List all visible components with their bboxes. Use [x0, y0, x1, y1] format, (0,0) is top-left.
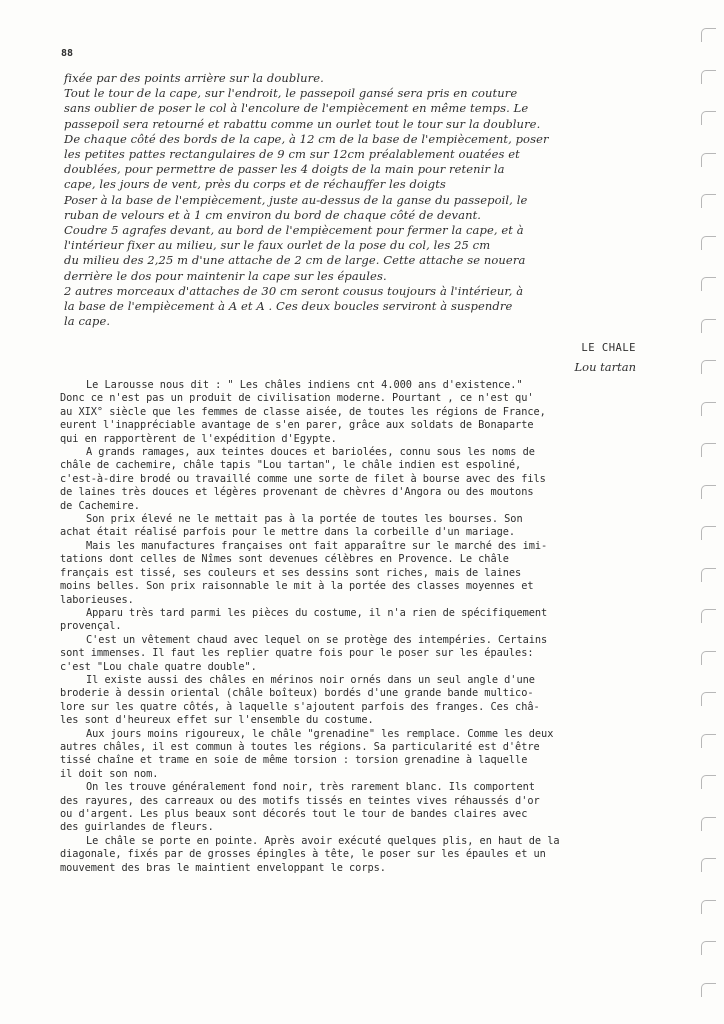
body-line: Aux jours moins rigoureux, le châle "grenadine" les remplace. Comme les deux — [86, 727, 554, 740]
typed-body-text — [60, 379, 640, 875]
handwritten-line: Poser à la base de l'empiècement, juste au-dessus de la ganse du passepoil, le — [64, 192, 528, 207]
binder-hole-icon — [701, 360, 716, 374]
handwritten-line: du milieu des 2,25 m d'une attache de 2 cm de large. Cette attache se nouera — [64, 253, 526, 268]
handwritten-line: 2 autres morceaux d'attaches de 30 cm seront cousus toujours à l'intérieur, à — [64, 283, 524, 298]
body-line: moins belles. Son prix raisonnable le mit à la portée des classes moyennes et — [60, 580, 534, 593]
page-number: 88 — [61, 48, 74, 59]
binder-hole-icon — [701, 941, 716, 955]
handwritten-line: l'intérieur fixer au milieu, sur le faux ourlet de la pose du col, les 25 cm — [64, 238, 491, 253]
handwritten-line: la base de l'empiècement à A et A . Ces deux boucles serviront à suspendre — [64, 299, 513, 314]
handwritten-line: fixée par des points arrière sur la doublure. — [64, 71, 324, 85]
binder-hole-icon — [701, 651, 716, 665]
binder-hole-icon — [701, 402, 716, 416]
binder-hole-icon — [701, 734, 716, 748]
body-line: Le châle se porte en pointe. Après avoir exécuté quelques plis, en haut de la — [86, 834, 560, 847]
body-line: lore sur les quatre côtés, à laquelle s'ajoutent parfois des franges. Ces châ- — [60, 700, 540, 713]
binder-hole-icon — [701, 817, 716, 831]
body-line: autres châles, il est commun à toutes les régions. Sa particularité est d'être — [60, 740, 540, 753]
body-line: Mais les manufactures françaises ont fait apparaître sur le marché des imi- — [86, 539, 548, 552]
binder-hole-icon — [701, 443, 716, 457]
handwritten-line: cape, les jours de vent, près du corps et de réchauffer les doigts — [64, 177, 446, 192]
body-line: qui en rapportèrent de l'expédition d'Egypte. — [60, 432, 337, 445]
body-line: eurent l'inappréciable avantage de s'en parer, grâce aux soldats de Bonaparte — [60, 419, 534, 432]
body-line: châle de cachemire, châle tapis "Lou tartan", le châle indien est espoliné, — [60, 459, 522, 472]
body-line: c'est "Lou chale quatre double". — [60, 660, 257, 673]
binder-hole-icon — [701, 568, 716, 582]
body-line: des rayures, des carreaux ou des motifs tissés en teintes vives réhaussés d'or — [60, 794, 540, 807]
body-line: C'est un vêtement chaud avec lequel on se protège des intempéries. Certains — [86, 633, 548, 646]
body-line: tations dont celles de Nîmes sont devenues célèbres en Provence. Le châle — [60, 553, 509, 566]
handwritten-line: la cape. — [64, 314, 111, 329]
handwritten-line: De chaque côté des bords de la cape, à 12 cm de la base de l'empiècement, poser — [64, 131, 549, 146]
body-line: achat était réalisé parfois pour le mettre dans la corbeille d'un mariage. — [60, 526, 516, 539]
binder-hole-icon — [701, 70, 716, 84]
binder-hole-icon — [701, 277, 716, 291]
body-line: provençal. — [60, 620, 122, 633]
body-line: Apparu très tard parmi les pièces du costume, il n'a rien de spécifiquement — [86, 606, 548, 619]
handwritten-line: sans oublier de poser le col à l'encolure de l'empiècement en même temps. Le — [64, 101, 529, 116]
binder-hole-icon — [701, 900, 716, 914]
handwritten-line: derrière le dos pour maintenir la cape sur les épaules. — [64, 268, 387, 283]
handwritten-line: passepoil sera retourné et rabattu comme un ourlet tout le tour sur la doublure. — [64, 116, 541, 131]
body-line: Donc ce n'est pas un produit de civilisation moderne. Pourtant , ce n'est qu' — [60, 392, 534, 405]
body-line: laborieuses. — [60, 593, 134, 606]
body-line: On les trouve généralement fond noir, très rarement blanc. Ils comportent — [86, 781, 535, 794]
handwritten-line: ruban de velours et à 1 cm environ du bord de chaque côté de devant. — [64, 207, 482, 222]
body-line: il doit son nom. — [60, 767, 159, 780]
binder-hole-icon — [701, 983, 716, 997]
binder-hole-icon — [701, 194, 716, 208]
body-line: Le Larousse nous dit : " Les châles indiens cnt 4.000 ans d'existence." — [86, 379, 523, 391]
body-line: ou d'argent. Les plus beaux sont décorés tout le tour de bandes claires avec — [60, 808, 528, 820]
binder-hole-icon — [701, 858, 716, 872]
body-line: des guirlandes de fleurs. — [60, 821, 214, 834]
body-line: broderie à dessin oriental (châle boîteux) bordés d'une grande bande multico- — [60, 687, 534, 700]
handwritten-line: Coudre 5 agrafes devant, au bord de l'empiècement pour fermer la cape, et à — [64, 223, 524, 238]
handwritten-line: Tout le tour de la cape, sur l'endroit, le passepoil gansé sera pris en couture — [64, 86, 518, 101]
binder-hole-icon — [701, 319, 716, 333]
body-line: les sont d'heureux effet sur l'ensemble du costume. — [60, 714, 374, 727]
body-line: de laines très douces et légères provenant de chèvres d'Angora ou des moutons — [60, 486, 534, 499]
body-line: tissé chaîne et trame en soie de même torsion : torsion grenadine à laquelle — [60, 754, 528, 767]
body-line: français est tissé, ses couleurs et ses dessins sont riches, mais de laines — [60, 566, 522, 579]
binder-holes — [694, 0, 724, 1024]
handwritten-instructions — [64, 71, 648, 329]
binder-hole-icon — [701, 28, 716, 42]
binder-hole-icon — [701, 236, 716, 250]
binder-hole-icon — [701, 775, 716, 789]
body-line: de Cachemire. — [60, 499, 140, 512]
binder-hole-icon — [701, 111, 716, 125]
body-line: au XIX° siècle que les femmes de classe aisée, de toutes les régions de France, — [60, 405, 546, 418]
body-line: Son prix élevé ne le mettait pas à la portée de toutes les bourses. Son — [86, 513, 523, 526]
binder-hole-icon — [701, 609, 716, 623]
binder-hole-icon — [701, 485, 716, 499]
body-line: c'est-à-dire brodé ou travaillé comme une sorte de filet à bourse avec des fils — [60, 472, 546, 485]
handwritten-line: les petites pattes rectangulaires de 9 cm sur 12cm préalablement ouatées et — [64, 147, 520, 162]
binder-hole-icon — [701, 153, 716, 167]
section-subtitle: Lou tartan — [574, 360, 636, 374]
body-line: sont immenses. Il faut les replier quatre fois pour le poser sur les épaules: — [60, 647, 534, 660]
section-title: LE CHALE — [581, 342, 636, 354]
body-line: mouvement des bras le maintient enveloppant le corps. — [60, 861, 386, 874]
body-line: diagonale, fixés par de grosses épingles à tête, le poser sur les épaules et un — [60, 848, 546, 861]
handwritten-line: doublées, pour permettre de passer les 4 doigts de la main pour retenir la — [64, 162, 505, 177]
binder-hole-icon — [701, 692, 716, 706]
binder-hole-icon — [701, 526, 716, 540]
body-line: Il existe aussi des châles en mérinos noir ornés dans un seul angle d'une — [86, 673, 535, 686]
body-line: A grands ramages, aux teintes douces et bariolées, connu sous les noms de — [86, 446, 535, 459]
